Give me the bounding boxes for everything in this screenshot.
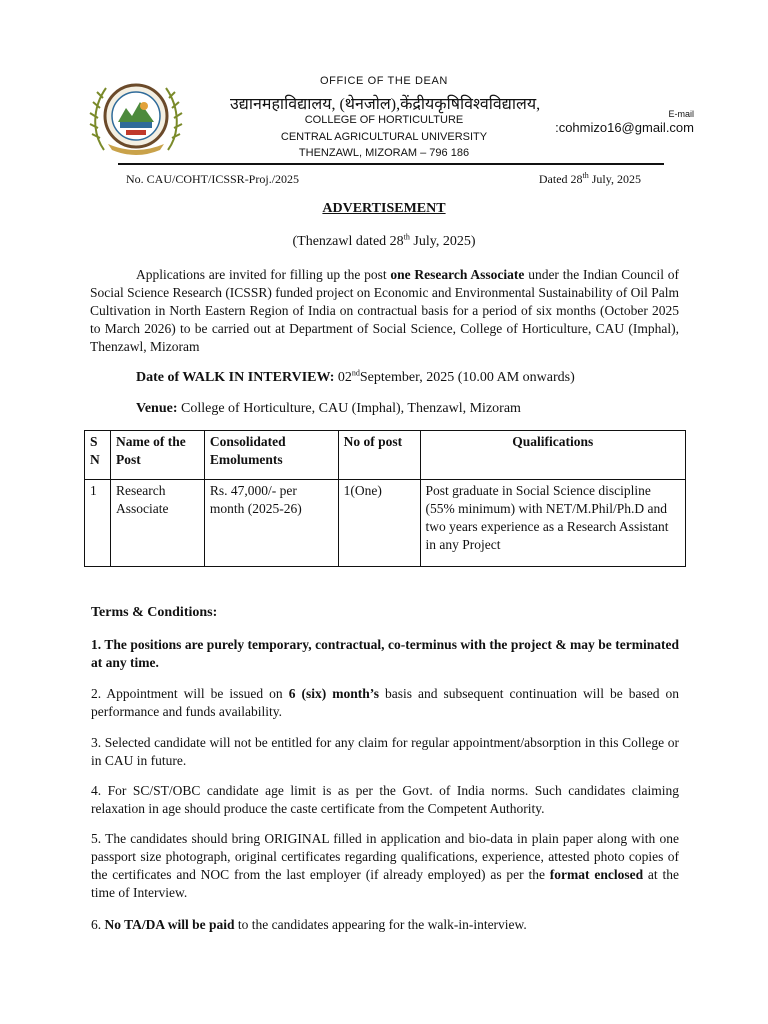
term-6-bold: No TA/DA will be paid <box>104 917 235 932</box>
cell-no-of-post: 1(One) <box>338 480 420 567</box>
term-2 <box>91 685 679 721</box>
office-title: OFFICE OF THE DEAN <box>320 75 448 87</box>
intro-text-2: under the Indian Council of Social Science Research (ICSSR) funded project on Economic and Environmental Sustainability of Oil Palm Cultivation in North Eastern Region of India on contractual basis for a period of six months (October 2025 to March 2026) to be carried out at Department of Social Science, College of Horticulture, CAU (Imphal), Thenzawl, Mizoram <box>90 267 679 354</box>
venue-line <box>136 401 521 417</box>
header-no-of-post: No of post <box>338 431 420 480</box>
cell-sn: 1 <box>85 480 111 567</box>
term-2-text-a: 2. Appointment will be issued on <box>91 686 289 701</box>
terms-heading: Terms & Conditions: <box>91 605 218 620</box>
subtitle-sup: th <box>403 232 410 242</box>
term-4: 4. For SC/ST/OBC candidate age limit is as per the Govt. of India norms. Such candidates claiming relaxation in age should produce the caste certificate from the Competent Authority. <box>91 783 679 816</box>
reference-number: No. CAU/COHT/ICSSR-Proj./2025 <box>126 172 300 186</box>
header-post-name: Name of the Post <box>110 431 204 480</box>
reference-date-sup: th <box>582 171 589 180</box>
cell-post-name: Research Associate <box>110 480 204 567</box>
header-qualifications: Qualifications <box>420 431 685 480</box>
hindi-college-name: उद्यानमहाविद्यालय, (थेनजोल),केंद्रीयकृषिविश्वविद्यालय, <box>230 96 541 113</box>
table-header-row <box>85 431 686 480</box>
college-address: THENZAWL, MIZORAM – 796 186 <box>298 147 470 159</box>
header-emoluments: Consolidated Emoluments <box>204 431 338 480</box>
walkin-sup: nd <box>351 368 360 378</box>
header-sn: S N <box>85 431 111 480</box>
term-5-text-b: at the time of Interview. <box>91 867 679 900</box>
term-2-text-b: basis and subsequent continuation will be based on performance and funds availability. <box>91 686 679 719</box>
email-label: E-mail <box>668 109 694 119</box>
term-5-bold: format enclosed <box>549 867 644 882</box>
term-3: 3. Selected candidate will not be entitled for any claim for regular appointment/absorption in this College or in CAU in future. <box>91 735 679 768</box>
college-name: COLLEGE OF HORTICULTURE <box>304 114 464 126</box>
term-2-bold: 6 (six) month’s <box>288 686 379 701</box>
subtitle-suffix: July, 2025) <box>409 234 476 249</box>
posts-table <box>84 430 686 567</box>
term-6-text-a: 6. <box>91 917 105 932</box>
walkin-label: Date of WALK IN INTERVIEW: <box>136 370 335 385</box>
subtitle-prefix: (Thenzawl dated 28 <box>292 234 404 249</box>
advertisement-title: ADVERTISEMENT <box>322 201 446 216</box>
term-6-text-b: to the candidates appearing for the walk-in-interview. <box>234 917 527 932</box>
term-5-text-a: 5. The candidates should bring ORIGINAL filled in application and bio-data in plain paper along with one passport size photograph, original certificates regarding qualifications, experience, attested photo copies of the certificates and NOC from the last employer (if already employed) as per the <box>91 831 679 882</box>
walkin-rest: September, 2025 (10.00 AM onwards) <box>359 370 575 385</box>
term-1: 1. The positions are purely temporary, contractual, co-terminus with the project & may be terminated at any time. <box>91 637 679 670</box>
cell-qualifications: Post graduate in Social Science discipline (55% minimum) with NET/M.Phil/Ph.D and two years experience as a Research Assistant in any Project <box>420 480 685 567</box>
intro-bold: one Research Associate <box>390 267 525 282</box>
reference-date <box>539 172 641 187</box>
term-6 <box>91 916 679 934</box>
venue-value: College of Horticulture, CAU (Imphal), Thenzawl, Mizoram <box>177 401 521 416</box>
email-address: :cohmizo16@gmail.com <box>555 120 694 135</box>
term-5 <box>91 830 679 902</box>
university-name: CENTRAL AGRICULTURAL UNIVERSITY <box>280 131 488 143</box>
advertisement-subtitle <box>0 234 768 250</box>
walkin-day: 02 <box>334 370 352 385</box>
walk-in-interview-date <box>136 370 575 386</box>
venue-label: Venue: <box>136 401 178 416</box>
header-divider <box>118 163 664 165</box>
cell-emoluments: Rs. 47,000/- per month (2025-26) <box>204 480 338 567</box>
intro-text-1: Applications are invited for filling up the post <box>136 267 391 282</box>
reference-date-suffix: July, 2025 <box>588 172 641 186</box>
table-row <box>85 480 686 567</box>
intro-paragraph <box>90 266 679 356</box>
reference-date-prefix: Dated 28 <box>538 172 583 186</box>
